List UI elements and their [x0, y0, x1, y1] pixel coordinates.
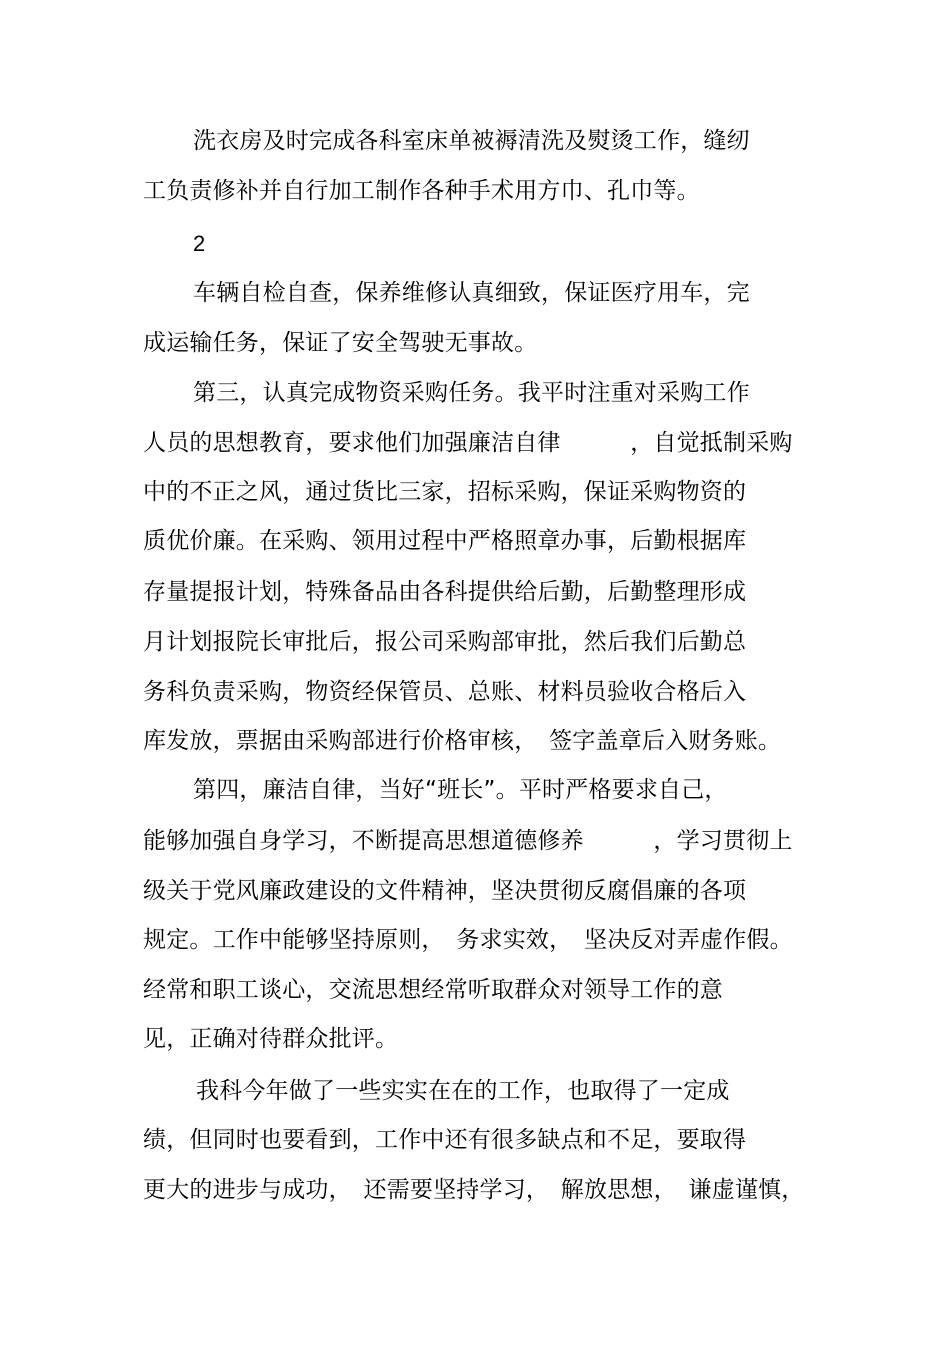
text-line: 我科今年做了一些实实在在的工作，也取得了一定成: [196, 1078, 730, 1104]
text-line: 级关于党风廉政建设的文件精神，坚决贯彻反腐倡廉的各项: [143, 878, 747, 904]
text-line: 更大的进步与成功， 还需要坚持学习， 解放思想， 谦虚谨慎，: [143, 1177, 805, 1203]
text-line: 洗衣房及时完成各科室床单被褥清洗及熨烫工作，缝纫: [193, 128, 750, 154]
text-line: 车辆自检自查，保养维修认真细致，保证医疗用车，完: [193, 280, 750, 306]
text-line: 工负责修补并自行加工制作各种手术用方巾、孔巾等。: [143, 178, 700, 204]
text-line: 见，正确对待群众批评。: [143, 1026, 399, 1052]
text-line: 人员的思想教育，要求他们加强廉洁自律 ，自觉抵制采购: [143, 430, 793, 456]
text-line: 规定。工作中能够坚持原则， 务求实效， 坚决反对弄虚作假。: [143, 927, 793, 953]
text-line: 存量提报计划，特殊备品由各科提供给后勤，后勤整理形成: [143, 579, 747, 605]
text-line: 经常和职工谈心，交流思想经常听取群众对领导工作的意: [143, 977, 723, 1003]
page-number: 2: [193, 231, 206, 256]
text-line: 库发放，票据由采购部进行价格审核， 签字盖章后入财务账。: [143, 728, 782, 754]
text-line: 第四，廉洁自律，当好“班长”。平时严格要求自己，: [193, 777, 728, 803]
text-line: 能够加强自身学习，不断提高思想道德修养 ，学习贯彻上: [143, 828, 793, 854]
text-line: 第三，认真完成物资采购任务。我平时注重对采购工作: [193, 380, 750, 406]
text-line: 务科负责采购，物资经保管员、总账、材料员验收合格后入: [143, 679, 747, 705]
text-line: 绩，但同时也要看到，工作中还有很多缺点和不足，要取得: [143, 1127, 747, 1153]
text-line: 月计划报院长审批后，报公司采购部审批，然后我们后勤总: [143, 629, 747, 655]
text-line: 中的不正之风，通过货比三家，招标采购，保证采购物资的: [143, 479, 747, 505]
text-line: 质优价廉。在采购、领用过程中严格照章办事，后勤根据库: [143, 528, 747, 554]
text-line: 成运输任务，保证了安全驾驶无事故。: [143, 330, 538, 356]
